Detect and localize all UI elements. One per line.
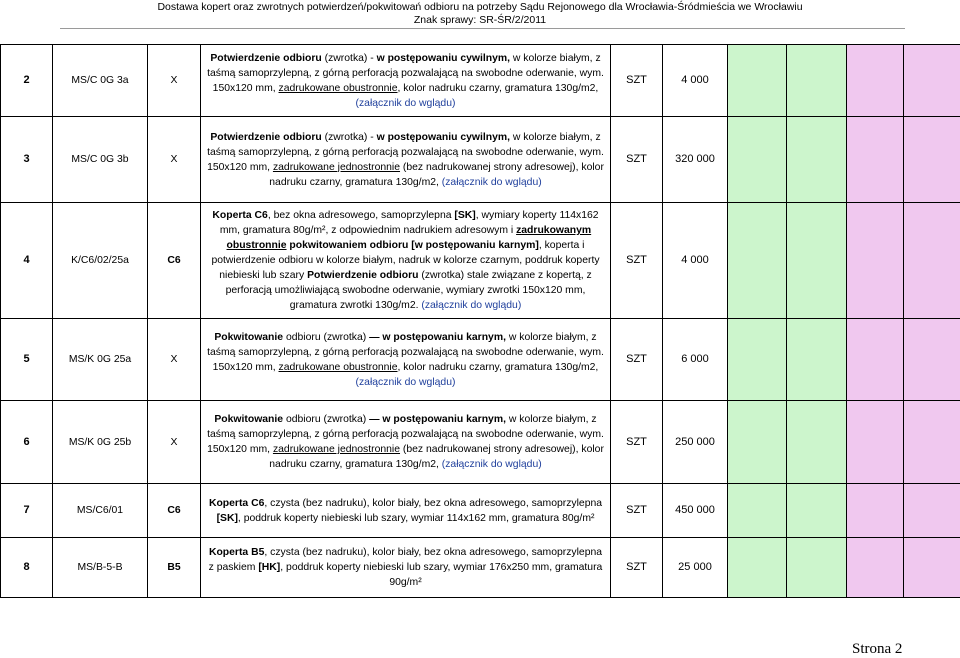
description-fragment: [SK] — [216, 512, 238, 524]
item-format: X — [148, 117, 201, 203]
empty-cell-green — [787, 117, 847, 203]
item-description — [201, 401, 611, 484]
row-number: 4 — [1, 203, 53, 319]
header-title: Dostawa kopert oraz zwrotnych potwierdzeń/pokwitowań odbioru na potrzeby Sądu Rejonowego dla Wrocławia-Śródmieścia we Wrocławiu — [157, 1, 803, 13]
quantity: 4 000 — [663, 203, 728, 319]
description-fragment: , poddruk koperty niebieski lub szary, wymiar 114x162 mm, gramatura 80g/m² — [237, 512, 595, 524]
description-fragment: , czysta (bez nadruku), kolor biały, bez okna adresowego, samoprzylepna — [264, 497, 603, 509]
item-format: C6 — [148, 484, 201, 538]
item-format: C6 — [148, 203, 201, 319]
item-format: X — [148, 45, 201, 117]
row-number: 2 — [1, 45, 53, 117]
empty-cell-pink — [904, 401, 960, 484]
empty-cell-green — [728, 117, 787, 203]
empty-cell-pink — [847, 484, 904, 538]
quantity: 4 000 — [663, 45, 728, 117]
description-fragment: , kolor nadruku czarny, gramatura 130g/m2, — [397, 82, 599, 94]
header-divider — [60, 28, 905, 29]
description-fragment: w kolorze białym, z taśmą samoprzylepną, z górną perforacją pozwalającą na swobodne oderwanie, wym. 150x120 mm, — [207, 414, 604, 455]
table-row — [1, 117, 960, 203]
description-fragment: Koperta C6 — [208, 497, 265, 509]
empty-cell-green — [787, 203, 847, 319]
description-fragment: , wymiary koperty 114x162 mm, gramatura 80g/m², z odpowiednim nadrukiem adresowym i — [219, 210, 599, 236]
description-fragment: , czysta (bez nadruku), kolor biały, bez okna adresowego, samoprzylepna z paskiem — [208, 547, 603, 573]
table-row — [1, 45, 960, 117]
description-fragment: zadrukowane obustronnie — [278, 82, 398, 94]
table-row — [1, 203, 960, 319]
item-description — [201, 203, 611, 319]
quantity: 25 000 — [663, 538, 728, 598]
description-fragment: (zwrotka) - — [321, 131, 377, 143]
items-table — [0, 44, 960, 598]
item-description — [201, 538, 611, 598]
empty-cell-pink — [847, 45, 904, 117]
empty-cell-pink — [904, 538, 960, 598]
empty-cell-pink — [904, 484, 960, 538]
unit-of-measure: SZT — [611, 319, 663, 401]
description-fragment: odbioru (zwrotka) — [283, 414, 370, 425]
item-format: B5 — [148, 538, 201, 598]
description-fragment: Pokwitowanie — [214, 414, 284, 425]
document-header — [0, 0, 960, 30]
item-format: X — [148, 319, 201, 401]
description-fragment: Potwierdzenie odbioru — [307, 270, 419, 281]
row-number: 8 — [1, 538, 53, 598]
table-row — [1, 319, 960, 401]
description-fragment: zadrukowane obustronnie — [278, 361, 398, 373]
description-fragment: (bez nadrukowanej strony adresowej), kolor nadruku czarny, gramatura 130g/m2, — [269, 161, 604, 188]
item-description — [201, 45, 611, 117]
item-description — [201, 484, 611, 538]
table-row — [1, 538, 960, 598]
empty-cell-green — [728, 45, 787, 117]
empty-cell-green — [728, 401, 787, 484]
unit-of-measure: SZT — [611, 117, 663, 203]
description-fragment: Koperta C6 — [212, 210, 268, 221]
description-fragment: (bez nadrukowanej strony adresowej), kolor nadruku czarny, gramatura 130g/m2, — [269, 444, 604, 470]
empty-cell-pink — [904, 203, 960, 319]
item-code: MS/B-5-B — [53, 538, 148, 598]
description-fragment: w postępowaniu cywilnym, — [376, 52, 510, 64]
empty-cell-pink — [847, 401, 904, 484]
description-fragment: [HK] — [258, 562, 281, 573]
item-code: MS/C 0G 3b — [53, 117, 148, 203]
empty-cell-pink — [847, 538, 904, 598]
empty-cell-green — [728, 538, 787, 598]
empty-cell-pink — [904, 45, 960, 117]
empty-cell-pink — [904, 117, 960, 203]
item-code: MS/C 0G 3a — [53, 45, 148, 117]
empty-cell-pink — [904, 319, 960, 401]
empty-cell-green — [787, 319, 847, 401]
quantity: 6 000 — [663, 319, 728, 401]
attachment-note: (załącznik do wglądu) — [355, 97, 456, 109]
header-case-number: Znak sprawy: SR-ŚR/2/2011 — [413, 14, 547, 26]
quantity: 320 000 — [663, 117, 728, 203]
description-fragment: Potwierdzenie odbioru — [210, 52, 322, 64]
description-fragment: Pokwitowanie — [214, 331, 284, 343]
unit-of-measure: SZT — [611, 401, 663, 484]
quantity: 450 000 — [663, 484, 728, 538]
item-format: X — [148, 401, 201, 484]
description-fragment: , poddruk koperty niebieski lub szary, wymiar 176x250 mm, gramatura 90g/m² — [280, 562, 603, 588]
empty-cell-green — [787, 45, 847, 117]
description-fragment: w kolorze białym, z taśmą samoprzylepną, z górną perforacją pozwalającą na swobodne oderwanie, wym. 150x120 mm, — [207, 331, 604, 373]
attachment-note: (załącznik do wglądu) — [421, 300, 522, 311]
attachment-note: (załącznik do wglądu) — [355, 376, 456, 388]
empty-cell-pink — [847, 117, 904, 203]
description-fragment: Potwierdzenie odbioru — [210, 131, 322, 143]
attachment-note: (załącznik do wglądu) — [441, 176, 542, 188]
item-description — [201, 117, 611, 203]
description-fragment: w kolorze białym, z taśmą samoprzylepną, z górną perforacją pozwalającą na swobodne oderwanie, wym. 150x120 mm, — [207, 52, 604, 94]
description-fragment: (zwrotka) - — [321, 52, 377, 64]
description-fragment: odbioru (zwrotka) — [283, 331, 370, 343]
unit-of-measure: SZT — [611, 45, 663, 117]
row-number: 5 — [1, 319, 53, 401]
description-fragment: zadrukowane jednostronnie — [272, 161, 401, 173]
quantity: 250 000 — [663, 401, 728, 484]
item-code: MS/K 0G 25b — [53, 401, 148, 484]
empty-cell-pink — [847, 203, 904, 319]
description-fragment: , koperta i potwierdzenie odbioru w kolorze białym, nadruk w kolorze czarnym, poddruk koperty niebieski lub szary — [211, 240, 600, 281]
item-code: MS/C6/01 — [53, 484, 148, 538]
empty-cell-green — [787, 401, 847, 484]
unit-of-measure: SZT — [611, 484, 663, 538]
table-row — [1, 484, 960, 538]
description-fragment: , bez okna adresowego, samoprzylepna — [267, 210, 455, 221]
description-fragment: pokwitowaniem odbioru [w postępowaniu karnym] — [286, 240, 539, 251]
description-fragment: zadrukowanym obustronnie — [226, 225, 592, 251]
row-number: 3 — [1, 117, 53, 203]
empty-cell-green — [787, 538, 847, 598]
empty-cell-pink — [847, 319, 904, 401]
empty-cell-green — [787, 484, 847, 538]
description-fragment: — w postępowaniu karnym, — [369, 331, 506, 343]
description-fragment: w kolorze białym, z taśmą samoprzylepną, z górną perforacją pozwalającą na swobodne oderwanie, wym. 150x120 mm, — [207, 131, 604, 173]
table-row — [1, 401, 960, 484]
empty-cell-green — [728, 203, 787, 319]
description-fragment: Koperta B5 — [208, 547, 265, 558]
row-number: 7 — [1, 484, 53, 538]
description-fragment: w postępowaniu cywilnym, — [376, 131, 510, 143]
empty-cell-green — [728, 319, 787, 401]
empty-cell-green — [728, 484, 787, 538]
description-fragment: , kolor nadruku czarny, gramatura 130g/m2, — [397, 361, 599, 373]
description-fragment: — w postępowaniu karnym, — [369, 414, 506, 425]
page-number: Strona 2 — [852, 641, 903, 657]
unit-of-measure: SZT — [611, 203, 663, 319]
item-code: MS/K 0G 25a — [53, 319, 148, 401]
description-fragment: (zwrotka) stale związane z kopertą, z perforacją umożliwiającą swobodne oderwanie, wymiary zwrotki 150x120 mm, gramatura zwrotki 130g/m2. — [225, 270, 592, 311]
row-number: 6 — [1, 401, 53, 484]
item-description — [201, 319, 611, 401]
attachment-note: (załącznik do wglądu) — [441, 459, 542, 470]
unit-of-measure: SZT — [611, 538, 663, 598]
description-fragment: [SK] — [454, 210, 476, 221]
item-code: K/C6/02/25a — [53, 203, 148, 319]
description-fragment: zadrukowane jednostronnie — [272, 444, 401, 455]
